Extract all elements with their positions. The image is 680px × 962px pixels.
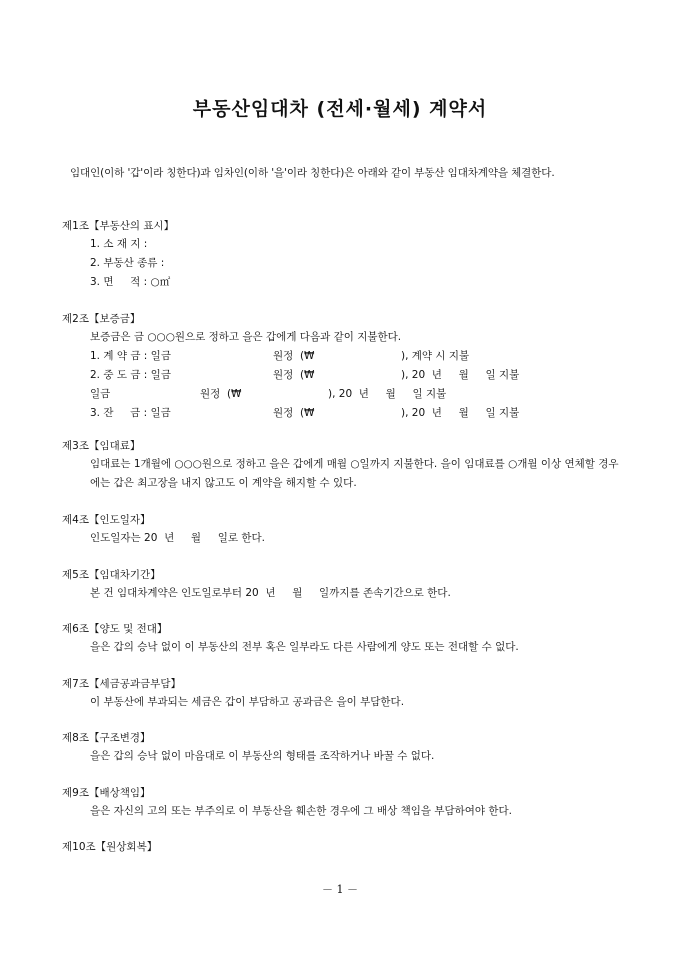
article-heading: 제5조【임대차기간】	[62, 569, 161, 581]
article-text: 이 부동산에 부과되는 세금은 갑이 부담하고 공과금은 을이 부담한다.	[90, 696, 405, 708]
article-line: 3. 면 적 : ○㎡	[90, 276, 171, 288]
article-3	[62, 438, 622, 493]
payment-label: 1. 계 약 금 : 일금	[90, 350, 171, 362]
intro-paragraph: 임대인(이하 '갑'이라 칭한다)과 임차인(이하 '을'이라 칭한다)은 아래와 같이 부동산 임대차계약을 체결한다.	[70, 167, 555, 179]
payment-label: 일금	[90, 388, 111, 400]
article-heading: 제9조【배상책임】	[62, 787, 151, 799]
article-text: 을은 갑의 승낙 없이 마음대로 이 부동산의 형태를 조작하거나 바꿀 수 없다.	[90, 750, 435, 762]
article-text: 을은 자신의 고의 또는 부주의로 이 부동산을 훼손한 경우에 그 배상 책임을 부담하여야 한다.	[90, 805, 513, 817]
article-heading: 제8조【구조변경】	[62, 732, 151, 744]
payment-date: ), 20 년 월 일 지불	[401, 369, 520, 381]
article-text: 임대료는 1개월에 ○○○원으로 정하고 을은 갑에게 매월 ○일까지 지불한다. 을이 임대료를 ○개월 이상 연체할 경우에는 갑은 최고장을 내지 않고도 이 계약을 해지할 수 있다.	[90, 458, 619, 489]
document-title: 부동산임대차 (전세·월세) 계약서	[192, 98, 488, 120]
article-line: 1. 소 재 지 :	[90, 238, 148, 250]
article-6	[62, 621, 622, 657]
article-heading: 제10조【원상회복】	[62, 841, 158, 853]
article-text: 인도일자는 20 년 월 일로 한다.	[90, 532, 265, 544]
payment-amount: 원정 (₩	[273, 407, 315, 419]
article-text: 본 건 임대차계약은 인도일로부터 20 년 월 일까지를 존속기간으로 한다.	[90, 587, 451, 599]
payment-amount: 원정 (₩	[273, 350, 315, 362]
payment-date: ), 20 년 월 일 지불	[328, 388, 447, 400]
article-heading: 제3조【임대료】	[62, 440, 141, 452]
article-heading: 제6조【양도 및 전대】	[62, 623, 168, 635]
article-4	[62, 512, 622, 548]
payment-date: ), 계약 시 지불	[401, 350, 470, 362]
payment-row	[62, 347, 622, 366]
article-text: 보증금은 금 ○○○원으로 정하고 을은 갑에게 다음과 같이 지불한다.	[90, 331, 402, 343]
article-heading: 제1조【부동산의 표시】	[62, 220, 175, 232]
article-text: 을은 갑의 승낙 없이 이 부동산의 전부 혹은 일부라도 다른 사람에게 양도 또는 전대할 수 없다.	[90, 641, 519, 653]
article-10	[62, 839, 622, 856]
payment-date: ), 20 년 월 일 지불	[401, 407, 520, 419]
page-number: － 1 －	[322, 883, 358, 896]
payment-row	[62, 385, 622, 404]
article-1	[62, 218, 622, 292]
payment-row	[62, 366, 622, 385]
article-2	[62, 311, 622, 423]
article-heading: 제2조【보증금】	[62, 313, 141, 325]
payment-label: 3. 잔 금 : 일금	[90, 407, 171, 419]
payment-row	[62, 404, 622, 423]
payment-label: 2. 중 도 금 : 일금	[90, 369, 171, 381]
article-heading: 제4조【인도일자】	[62, 514, 151, 526]
article-heading: 제7조【세금공과금부담】	[62, 678, 181, 690]
article-5	[62, 567, 622, 603]
payment-amount: 원정 (₩	[200, 388, 242, 400]
article-9	[62, 785, 622, 821]
payment-amount: 원정 (₩	[273, 369, 315, 381]
article-8	[62, 730, 622, 766]
article-7	[62, 676, 622, 712]
article-line: 2. 부동산 종류 :	[90, 257, 165, 269]
